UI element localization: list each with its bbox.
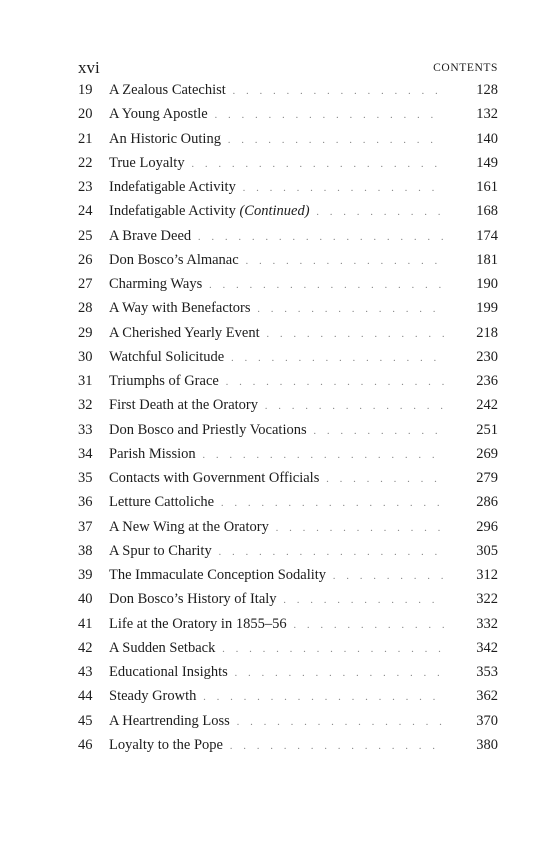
chapter-number: 41 bbox=[78, 615, 93, 632]
chapter-title-text: The Immaculate Conception Sodality bbox=[109, 567, 327, 583]
chapter-title bbox=[109, 369, 444, 394]
chapter-number: 30 bbox=[78, 348, 93, 365]
chapter-title-text: Parish Mission bbox=[109, 445, 196, 462]
chapter-title-text: A Heartrending Loss bbox=[109, 712, 230, 729]
chapter-title-text: Loyalty to the Pope bbox=[109, 736, 223, 753]
toc-entry bbox=[78, 733, 498, 757]
chapter-number: 32 bbox=[78, 397, 93, 414]
chapter-title-text: Letture Cattoliche bbox=[109, 494, 215, 511]
chapter-number: 24 bbox=[78, 203, 93, 220]
page-number: 332 bbox=[476, 615, 498, 632]
page-number: 168 bbox=[476, 203, 498, 220]
chapter-title bbox=[109, 199, 444, 224]
toc-entry bbox=[78, 442, 498, 466]
toc-entry bbox=[78, 709, 498, 733]
page-number: 236 bbox=[476, 373, 498, 389]
chapter-title-text: Watchful Solicitude bbox=[109, 348, 225, 365]
chapter-number: 45 bbox=[78, 712, 93, 729]
chapter-number: 28 bbox=[78, 300, 93, 317]
chapter-title-text: A Spur to Charity bbox=[109, 542, 212, 559]
chapter-title bbox=[109, 127, 444, 152]
chapter-title bbox=[109, 660, 444, 685]
page-number: 269 bbox=[476, 445, 498, 462]
toc-entry bbox=[78, 296, 498, 320]
chapter-number: 37 bbox=[78, 518, 93, 535]
chapter-title bbox=[109, 151, 444, 176]
chapter-title bbox=[109, 224, 444, 249]
chapter-title bbox=[109, 587, 444, 612]
chapter-title-text: Steady Growth bbox=[109, 688, 197, 705]
chapter-number: 23 bbox=[78, 179, 93, 195]
chapter-title bbox=[109, 102, 444, 127]
chapter-title bbox=[109, 175, 444, 200]
page-number: 132 bbox=[476, 106, 498, 123]
chapter-title-text: Indefatigable Activity bbox=[109, 203, 236, 220]
chapter-title bbox=[109, 393, 444, 418]
chapter-number: 46 bbox=[78, 736, 93, 753]
toc-entry bbox=[78, 660, 498, 684]
chapter-title bbox=[109, 563, 444, 588]
chapter-number: 25 bbox=[78, 227, 93, 244]
chapter-title bbox=[109, 272, 444, 297]
toc-entry bbox=[78, 151, 498, 175]
toc-entry bbox=[78, 612, 498, 636]
toc-entry bbox=[78, 490, 498, 514]
page-number: 161 bbox=[476, 179, 498, 195]
chapter-title-text: A Sudden Setback bbox=[109, 639, 216, 656]
toc-entry bbox=[78, 127, 498, 151]
chapter-number: 44 bbox=[78, 688, 93, 705]
page-number: 296 bbox=[476, 518, 498, 535]
chapter-title-text: An Historic Outing bbox=[109, 130, 221, 147]
chapter-number: 33 bbox=[78, 421, 93, 438]
page-number: 279 bbox=[476, 470, 498, 486]
toc-entry bbox=[78, 199, 498, 223]
toc-entry bbox=[78, 466, 498, 490]
chapter-title bbox=[109, 296, 444, 321]
chapter-number: 27 bbox=[78, 276, 93, 292]
chapter-title-text: Educational Insights bbox=[109, 664, 228, 680]
chapter-title-text: A Brave Deed bbox=[109, 227, 192, 244]
chapter-title bbox=[109, 490, 444, 515]
chapter-title bbox=[109, 539, 444, 564]
chapter-title bbox=[109, 466, 444, 491]
chapter-title bbox=[109, 345, 444, 370]
chapter-number: 31 bbox=[78, 373, 93, 389]
chapter-number: 34 bbox=[78, 445, 93, 462]
page-number: 149 bbox=[476, 154, 498, 171]
page-number: 218 bbox=[476, 324, 498, 341]
chapter-title-text: Life at the Oratory in 1855–56 bbox=[109, 615, 287, 632]
chapter-title-text: Charming Ways bbox=[109, 276, 203, 292]
chapter-title-text: Contacts with Government Officials bbox=[109, 470, 320, 486]
toc-entry bbox=[78, 248, 498, 272]
chapter-title bbox=[109, 709, 444, 734]
page-number: 230 bbox=[476, 348, 498, 365]
page-number: 312 bbox=[476, 567, 498, 583]
chapter-title-text: True Loyalty bbox=[109, 154, 185, 171]
toc-entry bbox=[78, 418, 498, 442]
page-number: 380 bbox=[476, 736, 498, 753]
page-number: 251 bbox=[476, 421, 498, 438]
toc-entry bbox=[78, 175, 498, 199]
chapter-title bbox=[109, 248, 444, 273]
chapter-title bbox=[109, 321, 444, 346]
toc-entry bbox=[78, 224, 498, 248]
toc-entry bbox=[78, 539, 498, 563]
chapter-number: 26 bbox=[78, 251, 93, 268]
chapter-title-text: A Way with Benefactors bbox=[109, 300, 251, 317]
chapter-number: 39 bbox=[78, 567, 93, 583]
chapter-title bbox=[109, 442, 444, 467]
page-number: 305 bbox=[476, 542, 498, 559]
chapter-number: 42 bbox=[78, 639, 93, 656]
toc-entry bbox=[78, 78, 498, 102]
chapter-number: 38 bbox=[78, 542, 93, 559]
toc-entry bbox=[78, 515, 498, 539]
toc-entry bbox=[78, 563, 498, 587]
chapter-number: 43 bbox=[78, 664, 93, 680]
chapter-title-italic: (Continued) bbox=[239, 203, 310, 220]
chapter-title-text: Don Bosco and Priestly Vocations bbox=[109, 421, 307, 438]
chapter-title bbox=[109, 515, 444, 540]
chapter-title bbox=[109, 636, 444, 661]
page-number: 322 bbox=[476, 591, 498, 608]
page-number: 174 bbox=[476, 227, 498, 244]
chapter-number: 20 bbox=[78, 106, 93, 123]
chapter-title-text: Indefatigable Activity bbox=[109, 179, 236, 195]
table-of-contents bbox=[78, 78, 498, 757]
page-number: 190 bbox=[476, 276, 498, 292]
chapter-number: 35 bbox=[78, 470, 93, 486]
toc-entry bbox=[78, 369, 498, 393]
page-number: 370 bbox=[476, 712, 498, 729]
chapter-title bbox=[109, 733, 444, 758]
page-number: 286 bbox=[476, 494, 498, 511]
toc-entry bbox=[78, 272, 498, 296]
page-number: 181 bbox=[476, 251, 498, 268]
toc-entry bbox=[78, 321, 498, 345]
toc-entry bbox=[78, 684, 498, 708]
chapter-number: 21 bbox=[78, 130, 93, 147]
toc-entry bbox=[78, 636, 498, 660]
chapter-title-text: A Cherished Yearly Event bbox=[109, 324, 260, 341]
chapter-number: 36 bbox=[78, 494, 93, 511]
chapter-title-text: A Young Apostle bbox=[109, 106, 208, 123]
page-number: 353 bbox=[476, 664, 498, 680]
page-number: 140 bbox=[476, 130, 498, 147]
chapter-title-text: A Zealous Catechist bbox=[109, 82, 226, 98]
chapter-number: 40 bbox=[78, 591, 93, 608]
chapter-title bbox=[109, 612, 444, 637]
toc-entry bbox=[78, 393, 498, 417]
page-number: 199 bbox=[476, 300, 498, 317]
toc-entry bbox=[78, 102, 498, 126]
page-number: 128 bbox=[476, 82, 498, 98]
chapter-title bbox=[109, 418, 444, 443]
chapter-title-text: A New Wing at the Oratory bbox=[109, 518, 269, 535]
chapter-title-text: Triumphs of Grace bbox=[109, 373, 219, 389]
toc-entry bbox=[78, 587, 498, 611]
chapter-title bbox=[109, 684, 444, 709]
page-number: 362 bbox=[476, 688, 498, 705]
page-folio: xvi bbox=[78, 58, 100, 77]
chapter-number: 19 bbox=[78, 82, 93, 98]
chapter-title-text: Don Bosco’s Almanac bbox=[109, 251, 239, 268]
chapter-number: 22 bbox=[78, 154, 93, 171]
page-number: 242 bbox=[476, 397, 498, 414]
toc-entry bbox=[78, 345, 498, 369]
chapter-title bbox=[109, 78, 444, 103]
running-head: CONTENTS bbox=[433, 62, 498, 74]
chapter-title-text: First Death at the Oratory bbox=[109, 397, 258, 414]
chapter-number: 29 bbox=[78, 324, 93, 341]
chapter-title-text: Don Bosco’s History of Italy bbox=[109, 591, 277, 608]
page-number: 342 bbox=[476, 639, 498, 656]
